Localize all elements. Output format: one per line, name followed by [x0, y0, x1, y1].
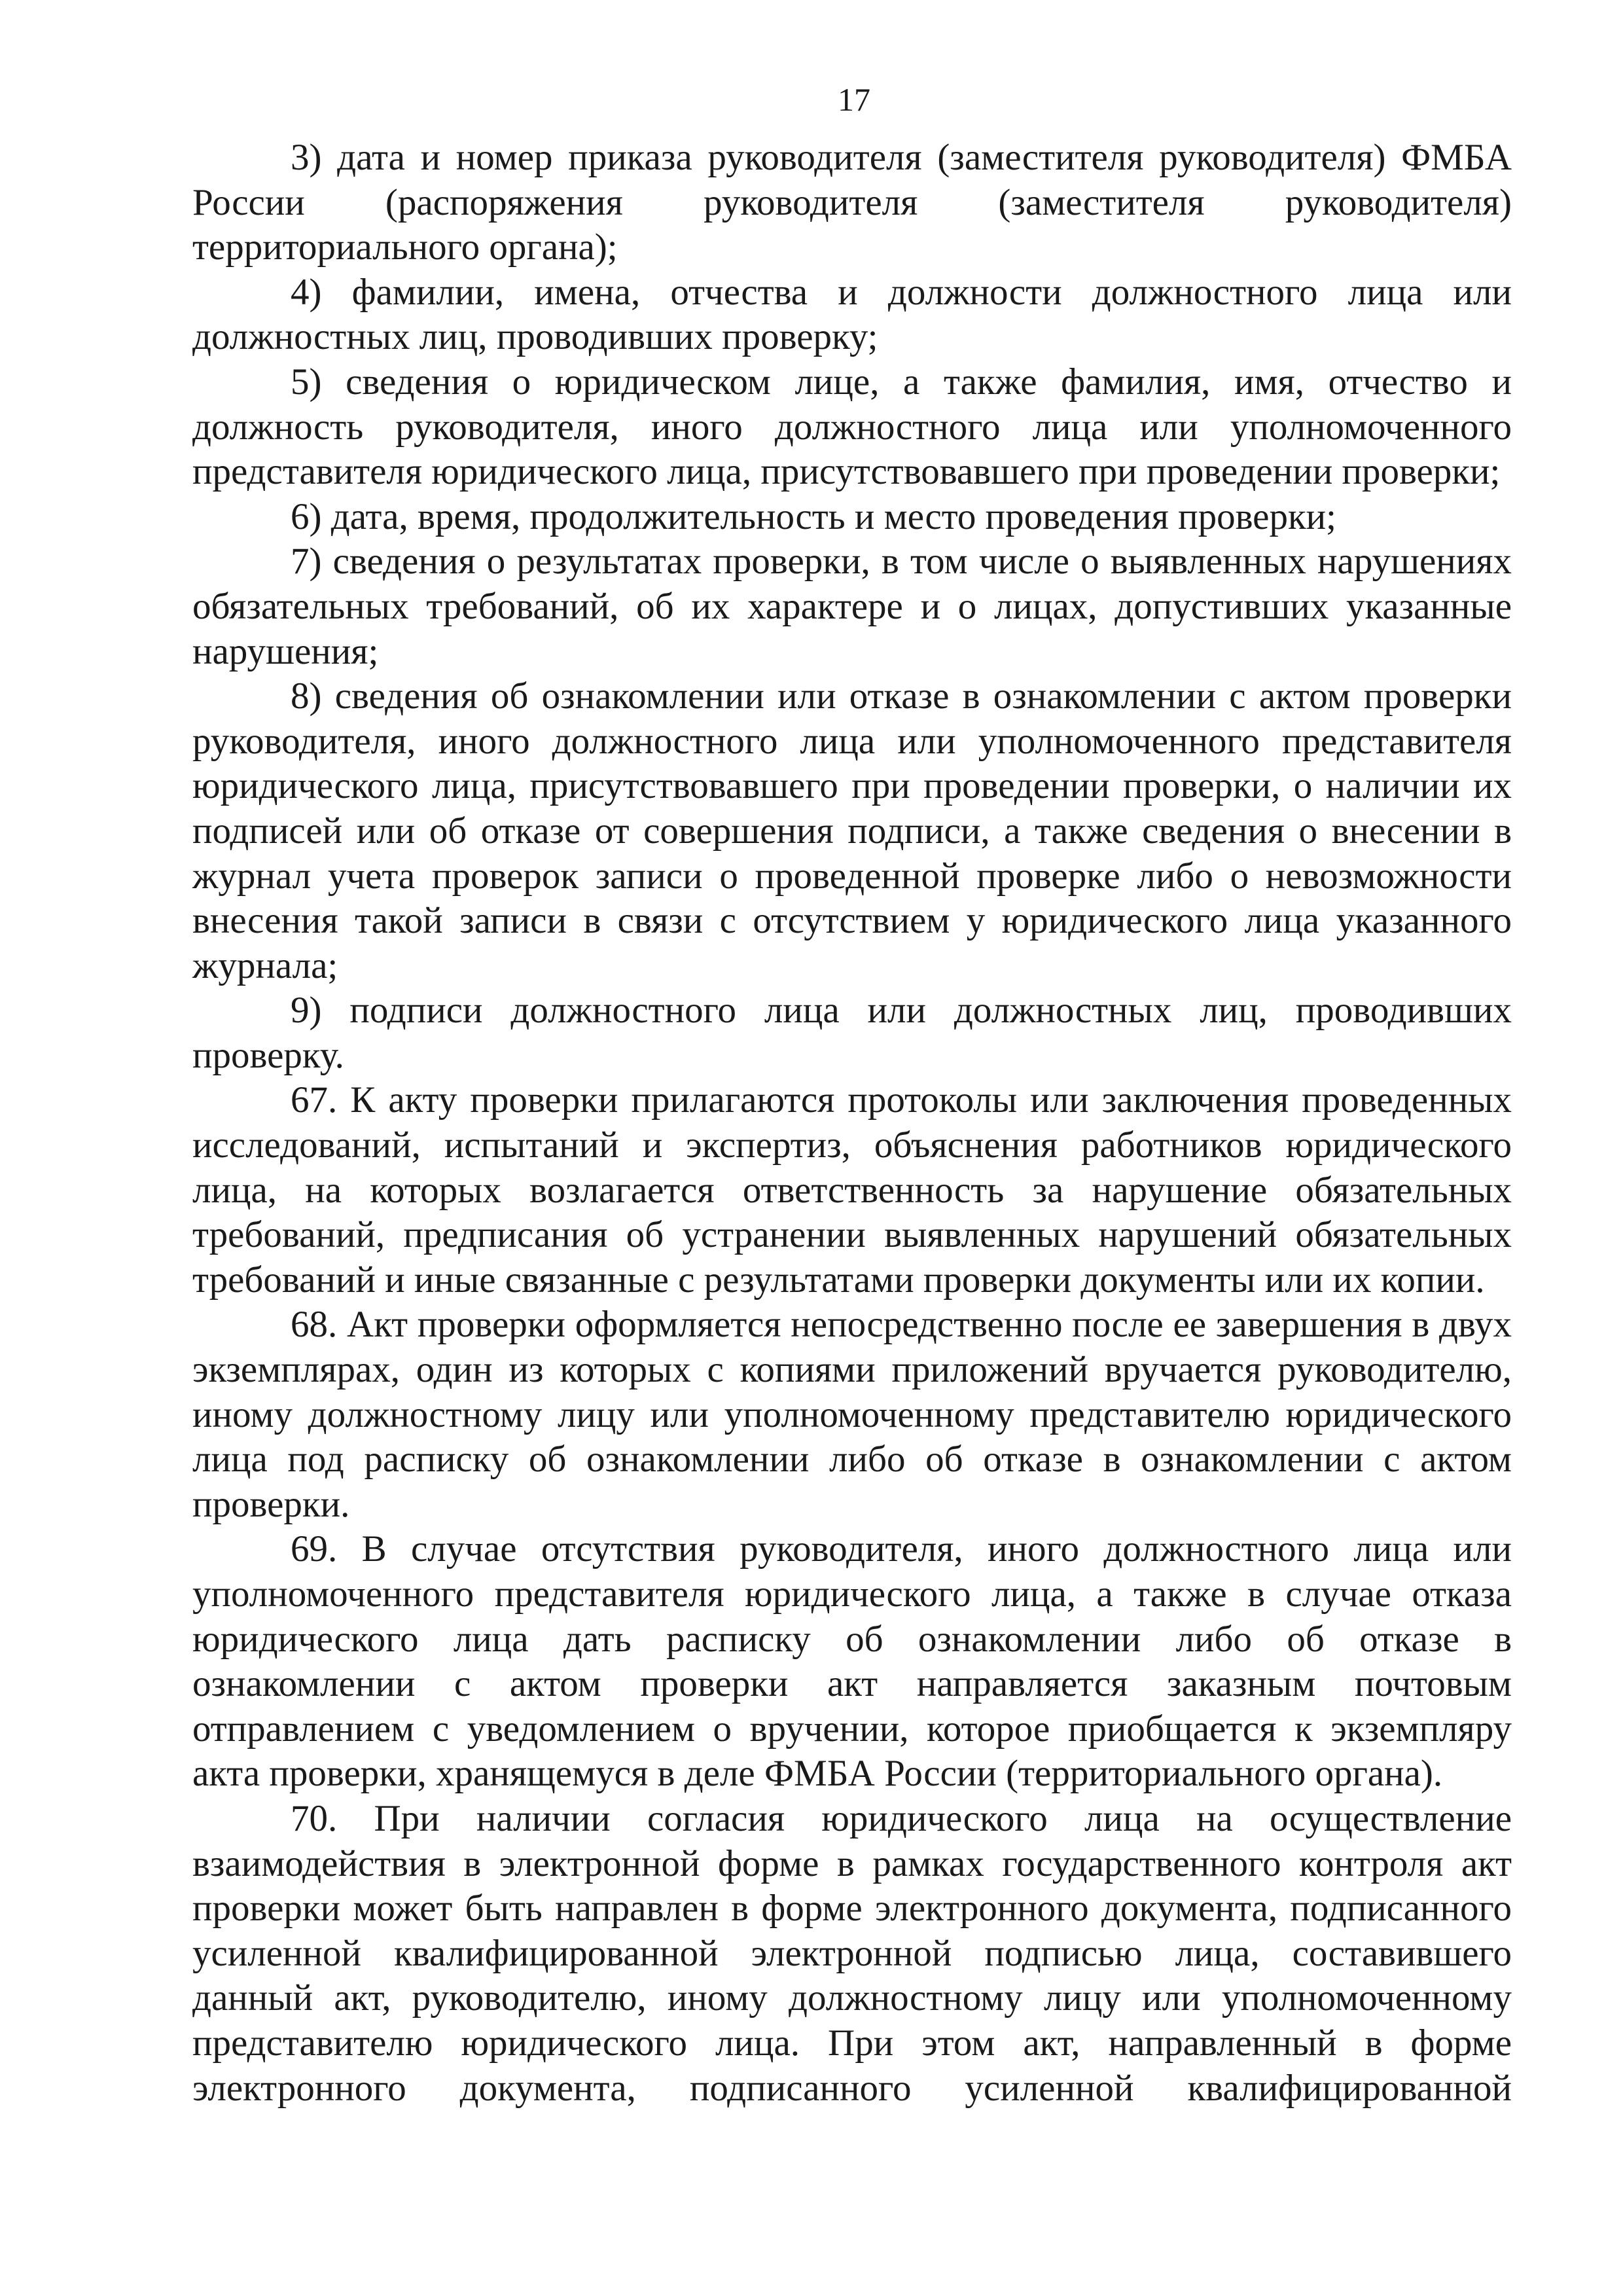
page-number: 17 [838, 81, 870, 118]
paragraph-item-6: 6) дата, время, продолжительность и место проведения проверки; [291, 495, 1337, 537]
paragraph-70: 70. При наличии согласия юридического лица на осуществление взаимодействия в электронной форме в рамках государственного контроля акт проверки может быть направлен в форме электронного документа, подписанного усиленной квалифицированной электронной подписью лица, составившего данный акт, руководителю, иному должностному лицу или уполномоченному представителю юридического лица. При этом акт, направленный в форме электронного документа, подписанного усиленной квалифицированной [192, 1797, 1512, 2109]
document-body [192, 135, 1512, 2111]
paragraph-item-4: 4) фамилии, имена, отчества и должности должностного лица или должностных лиц, проводивших проверку; [192, 271, 1512, 358]
paragraph-69: 69. В случае отсутствия руководителя, иного должностного лица или уполномоченного представителя юридического лица, а также в случае отказа юридического лица дать расписку об ознакомлении либо об отказе в ознакомлении с актом проверки акт направляется заказным почтовым отправлением с уведомлением о вручении, которое приобщается к экземпляру акта проверки, хранящемуся в деле ФМБА России (территориального органа). [192, 1528, 1512, 1795]
paragraph-item-5: 5) сведения о юридическом лице, а также фамилия, имя, отчество и должность руководителя, иного должностного лица или уполномоченного представителя юридического лица, присутствовавшего при проведении проверки; [192, 361, 1512, 493]
paragraph-67: 67. К акту проверки прилагаются протоколы или заключения проведенных исследований, испытаний и экспертиз, объяснения работников юридического лица, на которых возлагается ответственность за нарушение обязательных требований, предписания об устранении выявленных нарушений обязательных требований и иные связанные с результатами проверки документы или их копии. [192, 1079, 1512, 1300]
paragraph-item-9: 9) подписи должностного лица или должностных лиц, проводивших проверку. [192, 990, 1512, 1076]
paragraph-item-8: 8) сведения об ознакомлении или отказе в ознакомлении с актом проверки руководителя, иного должностного лица или уполномоченного представителя юридического лица, присутствовавшего при проведении проверки, о наличии их подписей или об отказе от совершения подписи, а также сведения о внесении в журнал учета проверок записи о проведенной проверке либо о невозможности внесения такой записи в связи с отсутствием у юридического лица указанного журнала; [192, 675, 1512, 986]
paragraph-item-3: 3) дата и номер приказа руководителя (заместителя руководителя) ФМБА России (распоряжения руководителя (заместителя руководителя) территориального органа); [192, 137, 1512, 268]
paragraph-item-7: 7) сведения о результатах проверки, в том числе о выявленных нарушениях обязательных требований, об их характере и о лицах, допустивших указанные нарушения; [192, 541, 1512, 672]
paragraph-68: 68. Акт проверки оформляется непосредственно после ее завершения в двух экземплярах, один из которых с копиями приложений вручается руководителю, иному должностному лицу или уполномоченному представителю юридического лица под расписку об ознакомлении либо об отказе в ознакомлении с актом проверки. [192, 1304, 1512, 1525]
